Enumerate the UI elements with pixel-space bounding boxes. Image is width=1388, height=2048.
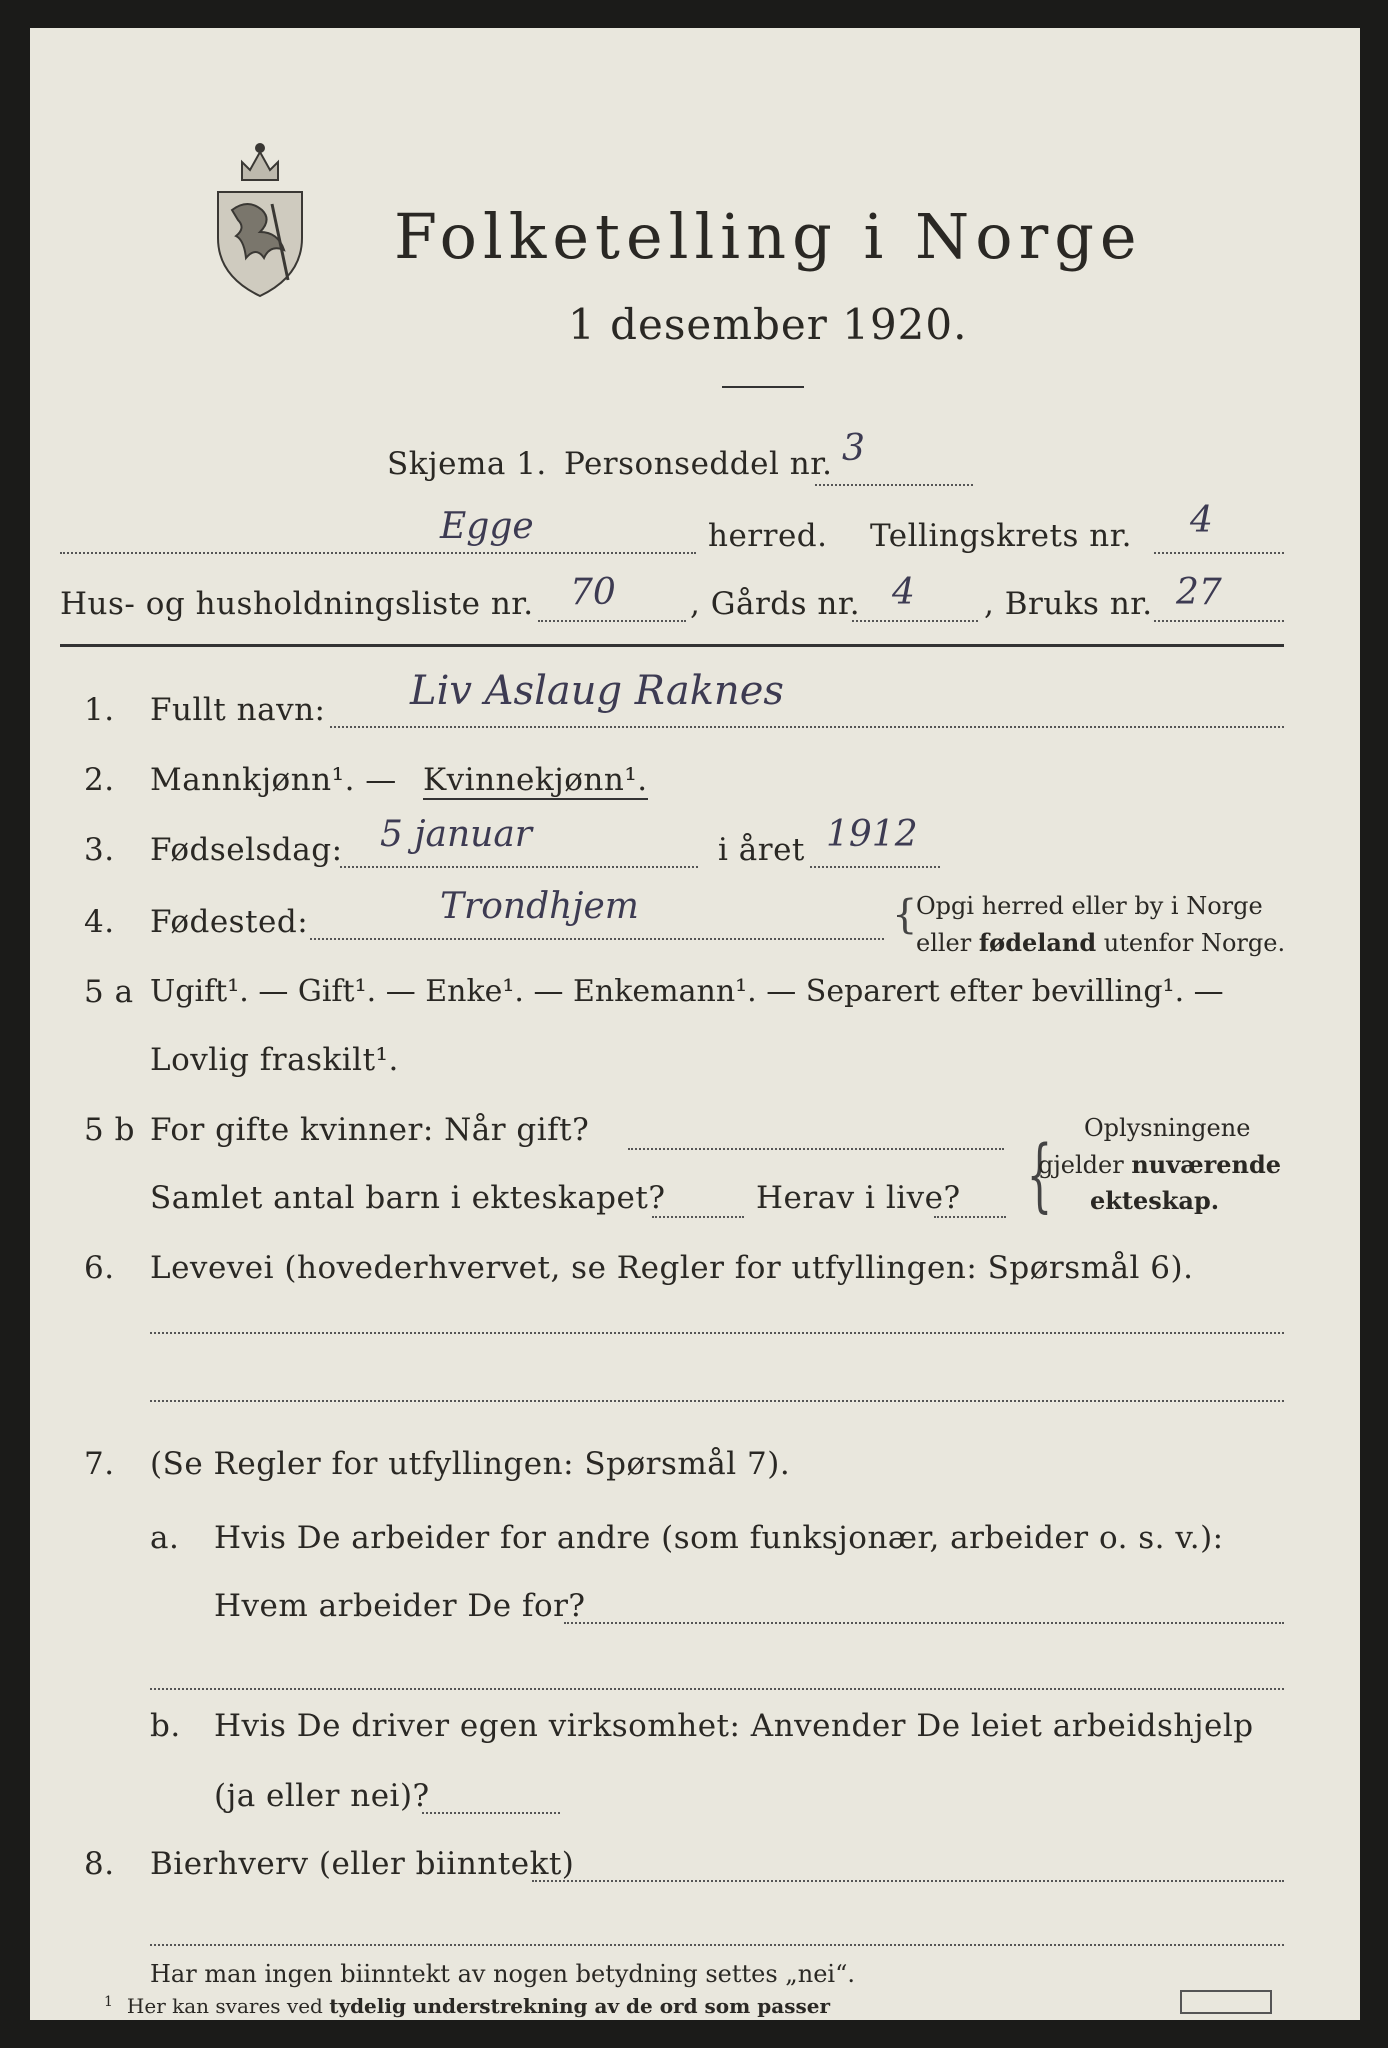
footnote-mark: 1 — [104, 1994, 113, 2010]
q7b-answer-line — [422, 1812, 560, 1814]
tellingskrets-line — [1154, 552, 1284, 554]
q1-line — [330, 726, 1284, 728]
q3-year-value: 1912 — [826, 814, 918, 855]
q2-female: Kvinnekjønn¹. — [423, 762, 648, 798]
q3-number: 3. — [84, 832, 115, 868]
q8-label: Bierhverv (eller biinntekt) — [150, 1846, 575, 1882]
bruks-value: 27 — [1176, 572, 1222, 613]
form-date: 1 desember 1920. — [568, 300, 968, 349]
q5a-line-2: Lovlig fraskilt¹. — [150, 1042, 399, 1078]
q3-day-line — [340, 866, 698, 868]
q8-note: Har man ingen biinntekt av nogen betydning settes „nei“. — [150, 1960, 855, 1988]
q2-male: Mannkjønn¹. — — [150, 762, 397, 798]
gards-line — [852, 620, 978, 622]
form-title: Folketelling i Norge — [394, 200, 1143, 273]
q7b-line-1: Hvis De driver egen virksomhet: Anvender De leiet arbeidshjelp — [214, 1708, 1254, 1744]
tellingskrets-label: Tellingskrets nr. — [870, 518, 1132, 554]
q5b-children-line — [652, 1216, 744, 1218]
herred-line — [60, 552, 696, 554]
q1-number: 1. — [84, 692, 115, 728]
q7a-extra-line — [150, 1688, 1284, 1690]
q5b-note-1: Oplysningene — [1084, 1114, 1251, 1142]
footnote: $^1$ Her kan svares ved tydelig understrekning av de ord som passer — [104, 1994, 830, 2018]
q4-number: 4. — [84, 904, 115, 940]
q7a-line-2: Hvem arbeider De for? — [214, 1588, 586, 1624]
herred-label: herred. — [708, 518, 828, 554]
herred-value: Egge — [440, 506, 534, 547]
q5b-number: 5 b — [84, 1112, 135, 1148]
printer-stamp — [1180, 1990, 1272, 2014]
header-rule — [60, 644, 1284, 647]
q1-label: Fullt navn: — [150, 692, 326, 728]
q6-line-1 — [150, 1332, 1284, 1334]
q3-year-line — [810, 866, 940, 868]
personseddel-label: Personseddel nr. — [564, 446, 833, 482]
q4-value: Trondhjem — [440, 886, 639, 927]
q4-note-2: eller fødeland utenfor Norge. — [916, 928, 1286, 957]
q5b-line-1: For gifte kvinner: Når gift? — [150, 1112, 590, 1148]
husliste-label: Hus- og husholdningsliste nr. — [60, 586, 534, 622]
q4-label: Fødested: — [150, 904, 309, 940]
title-divider — [722, 386, 804, 388]
q2-number: 2. — [84, 762, 115, 798]
bruks-line — [1154, 620, 1284, 622]
schema-label: Skjema 1. — [387, 446, 547, 482]
q8-number: 8. — [84, 1846, 115, 1882]
q7b-line-2: (ja eller nei)? — [214, 1778, 430, 1814]
q7-label: (Se Regler for utfyllingen: Spørsmål 7). — [150, 1446, 791, 1482]
husliste-line — [538, 620, 686, 622]
gards-label: , Gårds nr. — [690, 586, 861, 622]
bruks-label: , Bruks nr. — [984, 586, 1153, 622]
tellingskrets-value: 4 — [1190, 500, 1213, 541]
personseddel-line — [815, 484, 973, 486]
q5b-line-2: Samlet antal barn i ekteskapet? — [150, 1180, 666, 1216]
norway-coat-of-arms-icon — [212, 140, 308, 300]
q3-year-label: i året — [718, 832, 805, 868]
q5b-note-3: ekteskap. — [1090, 1186, 1220, 1215]
q4-note-1: Opgi herred eller by i Norge — [916, 892, 1263, 920]
q6-number: 6. — [84, 1250, 115, 1286]
q3-day-value: 5 januar — [380, 814, 533, 855]
q5a-line-1: Ugift¹. — Gift¹. — Enke¹. — Enkemann¹. — Separert efter bevilling¹. — — [150, 974, 1224, 1009]
census-form — [30, 28, 1360, 2020]
q4-brace: { — [892, 892, 918, 938]
q5a-number: 5 a — [84, 974, 134, 1010]
q7a-employer-line — [564, 1622, 1284, 1624]
personseddel-value: 3 — [842, 428, 865, 469]
q1-value: Liv Aslaug Raknes — [410, 668, 784, 714]
q5b-note-2: gjelder nuværende — [1038, 1150, 1282, 1179]
q7-number: 7. — [84, 1446, 115, 1482]
q5b-line-2b: Herav i live? — [756, 1180, 961, 1216]
q5b-alive-line — [934, 1216, 1006, 1218]
q5b-married-line — [628, 1148, 1004, 1150]
q5b-brace: { — [1026, 1128, 1053, 1221]
q7a-line-1: Hvis De arbeider for andre (som funksjonær, arbeider o. s. v.): — [214, 1520, 1224, 1556]
husliste-value: 70 — [570, 572, 616, 613]
q3-label: Fødselsdag: — [150, 832, 343, 868]
q7a-number: a. — [150, 1520, 180, 1556]
q7b-number: b. — [150, 1708, 181, 1744]
q8-line-1 — [532, 1880, 1284, 1882]
q4-line — [310, 938, 884, 940]
q6-line-2 — [150, 1400, 1284, 1402]
q8-line-2 — [150, 1944, 1284, 1946]
gards-value: 4 — [892, 572, 915, 613]
q6-label: Levevei (hovederhvervet, se Regler for utfyllingen: Spørsmål 6). — [150, 1250, 1194, 1286]
